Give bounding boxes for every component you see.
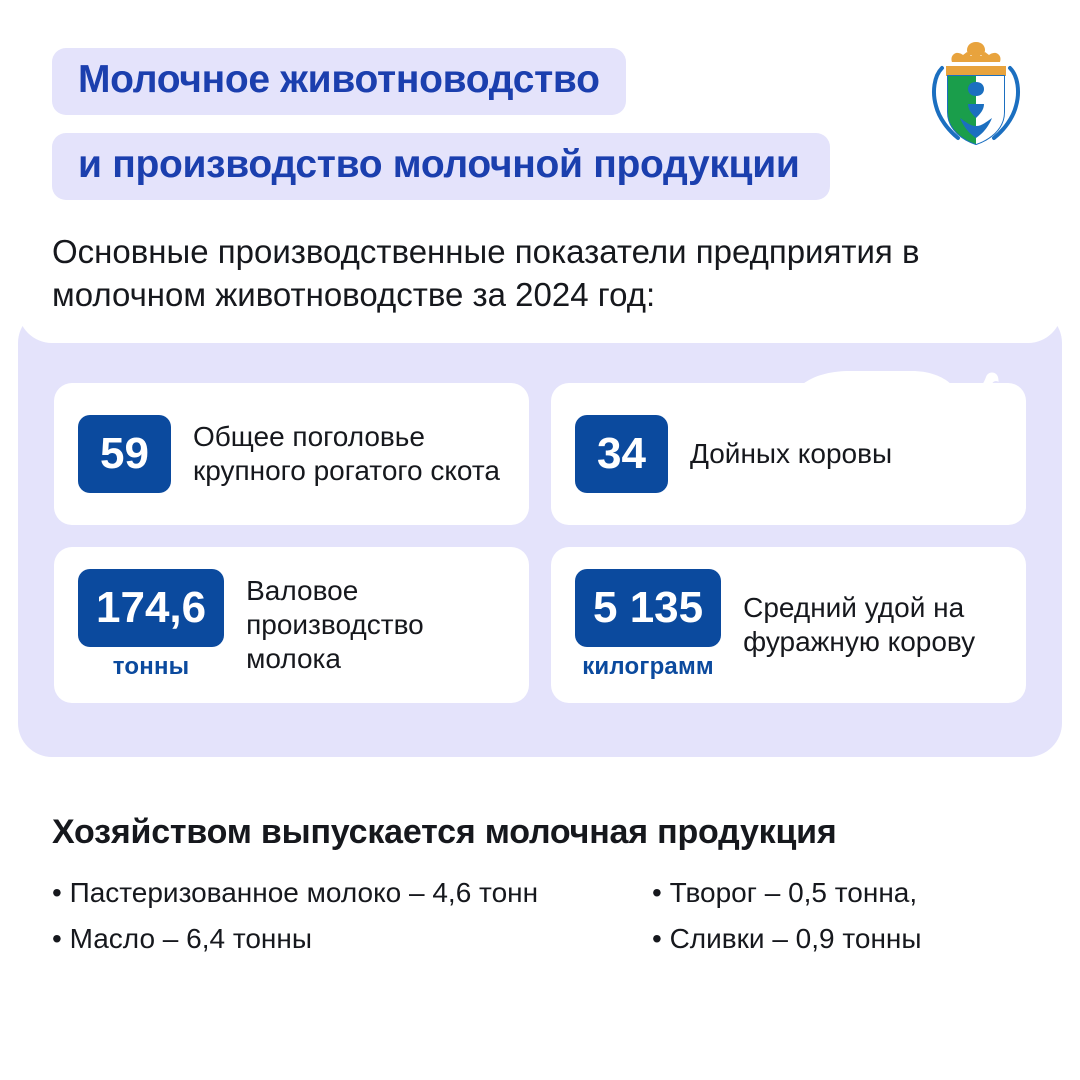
stats-panel <box>18 309 1062 757</box>
stat-badge-wrap <box>78 569 224 681</box>
stat-value: 174,6 <box>78 569 224 647</box>
title-band-secondary <box>52 133 830 200</box>
stat-card-average-yield <box>551 547 1026 703</box>
products-list <box>52 874 1028 958</box>
stat-unit: тонны <box>112 652 190 680</box>
oryol-region-coat-of-arms-icon <box>924 38 1028 148</box>
poster-title-line2: и производство молочной продукции <box>78 142 800 186</box>
list-item: • Творог – 0,5 тонна, <box>652 876 918 908</box>
list-item: • Масло – 6,4 тонны <box>52 922 312 954</box>
stat-value: 5 135 <box>575 569 721 647</box>
poster-subtitle: Основные производственные показатели предприятия в молочном животноводстве за 2024 год: <box>52 232 920 314</box>
stat-label: Валовое производство молока <box>246 574 424 675</box>
stat-value: 34 <box>575 415 668 493</box>
stats-grid <box>54 383 1026 703</box>
stat-value: 59 <box>78 415 171 493</box>
stat-label: Дойных коровы <box>689 437 893 469</box>
products-title: Хозяйством выпускается молочная продукция <box>52 812 837 851</box>
stat-badge-wrap <box>575 569 721 681</box>
poster-title-line1: Молочное животноводство <box>78 58 600 101</box>
stat-label: Общее поголовье крупного рогатого скота <box>192 420 500 486</box>
stat-card-total-cattle <box>54 383 529 525</box>
stat-unit: килограмм <box>582 652 714 680</box>
stat-badge-wrap <box>575 415 668 493</box>
stat-badge-wrap <box>78 415 171 493</box>
stat-card-milking-cows <box>551 383 1026 525</box>
products-section <box>18 757 1062 958</box>
header-card <box>18 18 1062 343</box>
list-item: • Пастеризованное молоко – 4,6 тонн <box>52 876 539 908</box>
list-item: • Сливки – 0,9 тонны <box>652 922 922 954</box>
title-band-primary <box>52 48 626 115</box>
stat-card-gross-milk <box>54 547 529 703</box>
stat-label: Средний удой на фуражную корову <box>743 591 976 657</box>
